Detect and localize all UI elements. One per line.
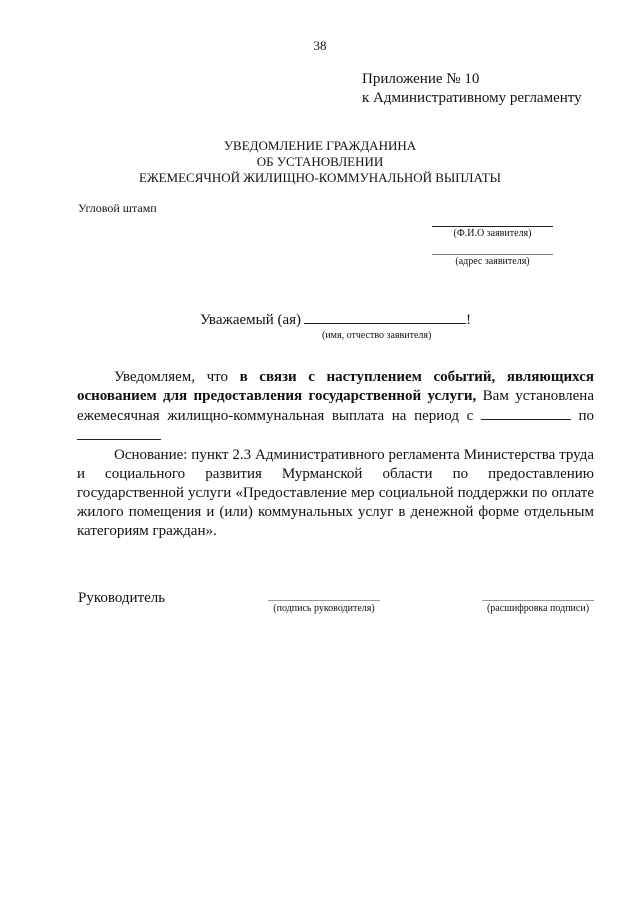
- applicant-address-caption: (адрес заявителя): [455, 256, 530, 267]
- title-line-1: УВЕДОМЛЕНИЕ ГРАЖДАНИНА: [223, 138, 417, 153]
- paragraph-bold-clause: в связи с наступлением событий, являющихся основанием для предоставления государственной услуги,: [77, 369, 594, 404]
- date-from-blank-3: [549, 406, 571, 420]
- greeting-text: Уважаемый (ая): [200, 312, 302, 328]
- date-from-blank-1: [481, 406, 511, 420]
- paragraph-rest: Вам установлена ежемесячная жилищно-коммунальная выплата на период с: [77, 388, 594, 424]
- signature-decode-line: [482, 600, 594, 601]
- basis-paragraph: Основание: пункт 2.3 Административного регламента Министерства труда и социального развития Мурманской области по предоставлению государственной услуги «Предоставление мер социальной поддержки по оплате жилого помещения и (или) коммунальных услуг в денежной форме отдельным категориям граждан».: [77, 447, 594, 539]
- applicant-fio-line: [432, 226, 553, 227]
- document-title: [0, 138, 640, 186]
- name-blank-line: [304, 311, 466, 324]
- paragraph-po: по: [570, 408, 594, 424]
- signature-line: [268, 600, 380, 601]
- signature-decode-caption: (расшифровка подписи): [486, 603, 590, 614]
- appendix-line-1: Приложение № 10: [362, 71, 480, 87]
- greeting: [200, 311, 471, 329]
- corner-stamp-label: Угловой штамп: [78, 201, 157, 215]
- appendix-reference: [362, 70, 582, 108]
- applicant-address-line: [432, 254, 553, 255]
- date-to-blank: [77, 426, 161, 440]
- title-line-3: ЕЖЕМЕСЯЧНОЙ ЖИЛИЩНО-КОММУНАЛЬНОЙ ВЫПЛАТЫ: [139, 170, 501, 185]
- head-label: Руководитель: [78, 590, 166, 606]
- notification-body: [77, 368, 594, 541]
- notification-paragraph: [77, 368, 594, 446]
- applicant-fio-caption: (Ф.И.О заявителя): [453, 228, 532, 239]
- appendix-line-2: к Административному регламенту: [362, 90, 582, 106]
- paragraph-start: Уведомляем, что: [114, 369, 240, 385]
- page-number: 38: [313, 38, 327, 53]
- signature-caption: (подпись руководителя): [273, 603, 375, 614]
- date-from-blank-2: [511, 406, 549, 420]
- greeting-exclamation: !: [466, 312, 472, 328]
- title-line-2: ОБ УСТАНОВЛЕНИИ: [256, 154, 384, 169]
- name-caption: (имя, отчество заявителя): [322, 330, 432, 341]
